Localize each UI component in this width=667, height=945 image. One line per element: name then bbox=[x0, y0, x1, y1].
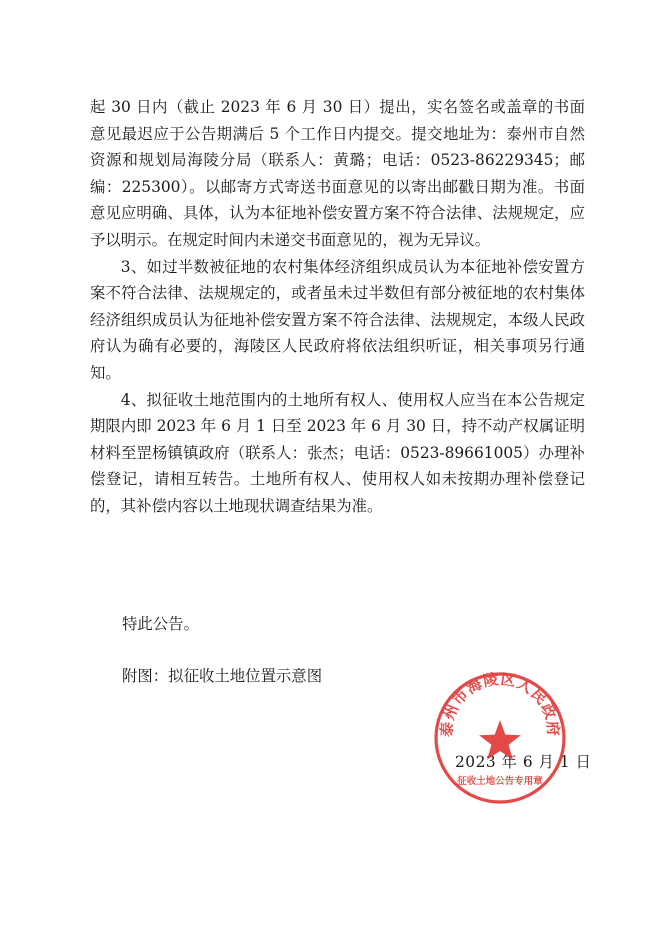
official-seal-stamp bbox=[430, 668, 570, 808]
seal-graphic bbox=[430, 668, 570, 808]
announcement-body bbox=[90, 94, 585, 520]
paragraph-compensation-registration: 4、拟征收土地范围内的土地所有权人、使用权人应当在本公告规定期限内即 2023 年 6 月 1 日至 2023 年 6 月 30 日，持不动产权属证明材料至罡杨镇镇政府（联系人：张杰；电话：0523-89661005）办理补偿登记，请相互转告。土地所有权人、使用权人如未按期办理补偿登记的，其补偿内容以土地现状调查结果为准。 bbox=[90, 390, 585, 515]
seal-star-icon bbox=[479, 720, 521, 760]
attachment-note: 附图：拟征收土地位置示意图 bbox=[122, 667, 323, 685]
paragraph-hearing: 3、如过半数被征地的农村集体经济组织成员认为本征地补偿安置方案不符合法律、法规规定的，或者虽未过半数但有部分被征地的农村集体经济组织成员认为征地补偿安置方案不符合法律、法规规定，本级人民政府认为确有必要的，海陵区人民政府将依法组织听证，相关事项另行通知。 bbox=[90, 257, 585, 382]
svg-text:泰州市海陵区人民政府: 泰州市海陵区人民政府 bbox=[437, 669, 563, 738]
issue-date: 2023 年 6 月 1 日 bbox=[455, 753, 592, 771]
paragraph-objection-submission: 起 30 日内（截止 2023 年 6 月 30 日）提出，实名签名或盖章的书面意见最迟应于公告期满后 5 个工作日内提交。提交地址为：泰州市自然资源和规划局海陵分局（联系人：黄璐；电话：0523-86229345；邮编：225300）。以邮寄方式寄送书面意见的以寄出邮戳日期为准。书面意见应明确、具体，认为本征地补偿安置方案不符合法律、法规规定，应予以明示。在规定时间内未递交书面意见的，视为无异议。 bbox=[90, 98, 585, 249]
closing-statement: 特此公告。 bbox=[122, 615, 199, 633]
svg-text:征收土地公告专用章: 征收土地公告专用章 bbox=[457, 776, 543, 787]
